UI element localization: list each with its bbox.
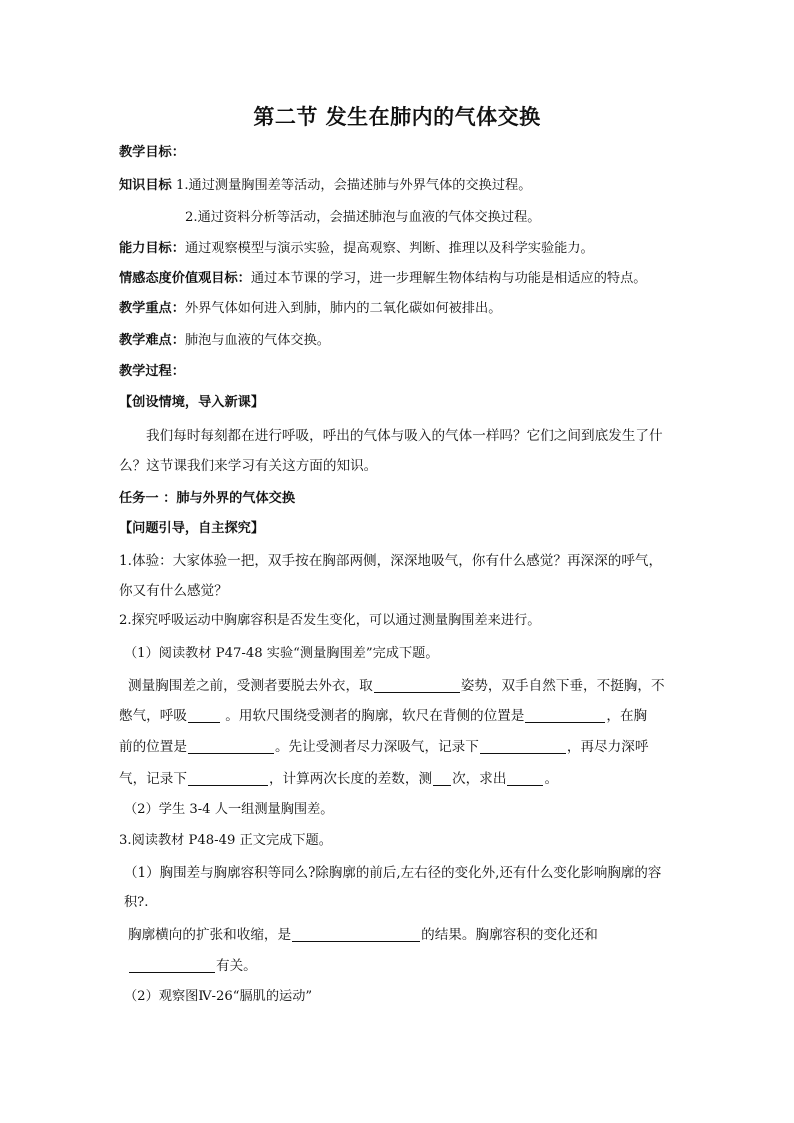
fill-text-e1: 胸廓横向的扩张和收缩，是: [128, 927, 292, 943]
knowledge-text-1: 1.通过测量胸围差等活动，会描述肺与外界气体的交换过程。: [175, 178, 532, 193]
fill-text-a2: 姿势，双手自然下垂，不挺胸，不: [460, 678, 665, 694]
fill-text-b2: 。用软尺围绕受测者的胸廓，软尺在背侧的位置是: [220, 708, 525, 724]
ability-label: 能力目标：: [119, 241, 185, 256]
key-label: 教学重点：: [119, 301, 185, 316]
fill-text-d2: ，计算两次长度的差数，测: [268, 771, 433, 787]
emotion-objective: [119, 270, 647, 288]
ability-objective: [119, 240, 594, 258]
fill-text-d3: 次，求出: [452, 771, 507, 787]
question-3-2: （2）观察图Ⅳ-26“膈肌的运动”: [124, 989, 313, 1004]
question-2-1: （1）阅读教材 P47-48 实验“测量胸围差”完成下题。: [124, 646, 439, 661]
ability-text: 通过观察模型与演示实验，提高观察、判断、推理以及科学实验能力。: [184, 241, 594, 256]
question-2: 2.探究呼吸运动中胸廓容积是否发生变化，可以通过测量胸围差来进行。: [119, 613, 541, 628]
question-1-line-1: 1.体验：大家体验一把，双手按在胸部两侧，深深地吸气，你有什么感觉？再深深的呼气，: [119, 553, 663, 569]
question-1-line-2: 你又有什么感觉？: [119, 583, 228, 599]
intro-heading: 【创设情境，导入新课】: [119, 395, 265, 410]
difficulty-label: 教学难点：: [119, 333, 185, 348]
blank-back-position[interactable]: [525, 709, 605, 723]
page-title: 第二节 发生在肺内的气体交换: [253, 104, 541, 129]
question-2-2: （2）学生 3-4 人一组测量胸围差。: [124, 802, 334, 817]
fill-text-b1: 憋气，呼吸: [119, 708, 187, 724]
fill-text-c1: 前的位置是: [119, 739, 187, 755]
emotion-text: 通过本节课的学习，进一步理解生物体结构与功能是相适应的特点。: [250, 271, 647, 286]
fill-line-a: [128, 677, 665, 695]
intro-paragraph-line-2: 么？这节课我们来学习有关这方面的知识。: [119, 458, 378, 474]
teaching-difficulty: [119, 332, 330, 350]
process-heading: 教学过程：: [119, 364, 185, 379]
blank-times[interactable]: [433, 772, 451, 786]
knowledge-label: 知识目标: [119, 178, 172, 193]
intro-paragraph-line-1: 我们每时每刻都在进行呼吸，呼出的气体与吸入的气体一样吗？它们之间到底发生了什: [146, 428, 663, 444]
blank-posture[interactable]: [374, 679, 460, 693]
objectives-heading: 教学目标：: [119, 145, 185, 160]
blank-exhale-record[interactable]: [188, 772, 268, 786]
blank-average[interactable]: [507, 772, 543, 786]
fill-line-b: [119, 707, 647, 725]
fill-text-e2: 的结果。胸廓容积的变化还和: [421, 927, 598, 943]
teaching-key-point: [119, 300, 501, 318]
blank-inhale-record[interactable]: [480, 740, 566, 754]
fill-line-d: [119, 770, 558, 788]
task1-heading: 任务一 ：肺与外界的气体交换: [119, 491, 296, 506]
blank-front-position[interactable]: [188, 740, 274, 754]
blank-diaphragm[interactable]: [129, 959, 215, 973]
fill-line-f: [128, 957, 257, 975]
blank-breathing[interactable]: [188, 709, 220, 723]
fill-line-e: [128, 926, 598, 944]
fill-text-c2: 。先让受测者尽力深吸气，记录下: [274, 739, 479, 755]
difficulty-text: 肺泡与血液的气体交换。: [184, 333, 330, 348]
knowledge-objective-2: 2.通过资料分析等活动，会描述肺泡与血液的气体交换过程。: [185, 210, 541, 225]
blank-rib-movement[interactable]: [292, 928, 420, 942]
fill-text-c3: ，再尽力深呼: [566, 739, 649, 755]
question-3: 3.阅读教材 P48-49 正文完成下题。: [119, 833, 332, 848]
fill-text-f2: 有关。: [216, 958, 257, 974]
task1-subheading: 【问题引导，自主探究】: [119, 521, 265, 536]
key-text: 外界气体如何进入到肺，肺内的二氧化碳如何被排出。: [184, 301, 502, 316]
fill-text-d4: 。: [544, 771, 559, 787]
fill-text-a1: 测量胸围差之前，受测者要脱去外衣，取: [128, 678, 373, 694]
fill-text-d1: 气，记录下: [119, 771, 187, 787]
knowledge-objective-1: [119, 177, 531, 195]
question-3-1-line-2: 积?.: [124, 895, 149, 910]
question-3-1-line-1: （1）胸围差与胸廓容积等同么?除胸廓的前后,左右径的变化外,还有什么变化影响胸廓的容: [124, 865, 662, 881]
fill-line-c: [119, 738, 648, 756]
emotion-label: 情感态度价值观目标：: [119, 271, 251, 286]
fill-text-b3: ，在胸: [606, 708, 648, 724]
